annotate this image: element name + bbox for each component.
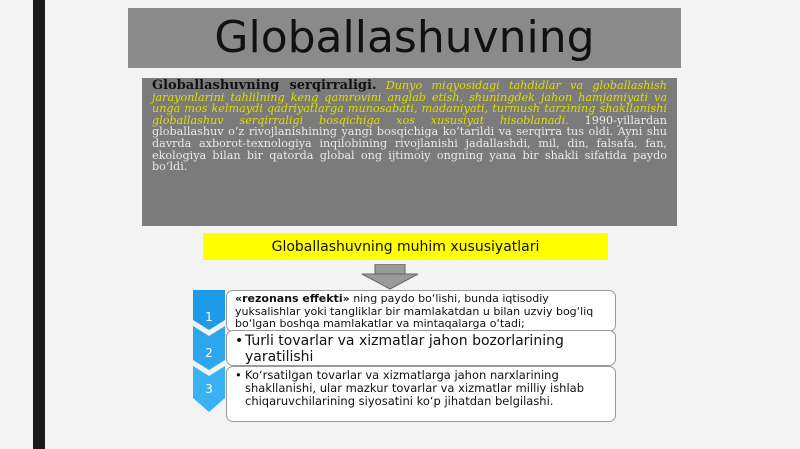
item-number-2: 2 [205, 346, 213, 360]
item-3-bullet: • [235, 368, 242, 382]
item-1-bold: «rezonans effekti» [235, 292, 350, 305]
paragraph-rest: 1990-yillardan globallashuv o‘z rivojlanishining yangi bosqichiga ko‘tarildi va serqirra tus oldi. Ayni shu davrda axborot-texnologiya inqilobining rivojlanishi jadallashdi, mil, din, falsafa, fan, ekologiya bilan bir qatorda global ong ijtimoiy ongning yana bir shakli sifatida paydo bo‘ldi. [152, 113, 667, 174]
down-arrow-icon [360, 264, 420, 290]
paragraph-highlight: Dunyo miqyosidagi tahdidlar va globallashish jarayonlarini tahlilning keng qamrovini anglab etish, shuningdek jahon hamjamiyati va unga mos kelmaydi qadriyatlarga munosabati, madaniyati, turmush tarzining shakllanishi globallashuv serqirraligi bosqichiga xos xususiyat hisoblanadi. [152, 79, 667, 127]
title-banner [128, 8, 681, 68]
item-2-bullet: • [235, 333, 244, 349]
slide-title: Globallashuvning [214, 12, 595, 63]
description-box [142, 78, 677, 226]
feature-item-1 [226, 290, 616, 332]
paragraph-lead: Globallashuvning serqirraligi. [152, 78, 377, 93]
item-3-text: Ko‘rsatilgan tovarlar va xizmatlarga jahon narxlarining shakllanishi, ular mazkur tovarlar va xizmatlar milliy ishlab chiqaruvchilarining siyosatini ko‘p jihatdan belgilashi. [245, 368, 585, 408]
item-number-1: 1 [205, 310, 213, 324]
item-1-text: ning paydo bo‘lishi, bunda iqtisodiy yuksalishlar yoki tangliklar bir mamlakatdan u bilan uzviy bog‘liq bo‘lgan boshqa mamlakatlar va mintaqalarga o‘tadi; [235, 292, 594, 330]
left-accent-bar [33, 0, 45, 449]
item-number-3: 3 [205, 382, 213, 396]
feature-item-3 [226, 366, 616, 422]
feature-item-2 [226, 330, 616, 366]
features-heading: Globallashuvning muhim xususiyatlari [203, 233, 608, 260]
item-2-text: Turli tovarlar va xizmatlar jahon bozorlarining yaratilishi [245, 333, 564, 365]
description-paragraph [152, 80, 667, 173]
